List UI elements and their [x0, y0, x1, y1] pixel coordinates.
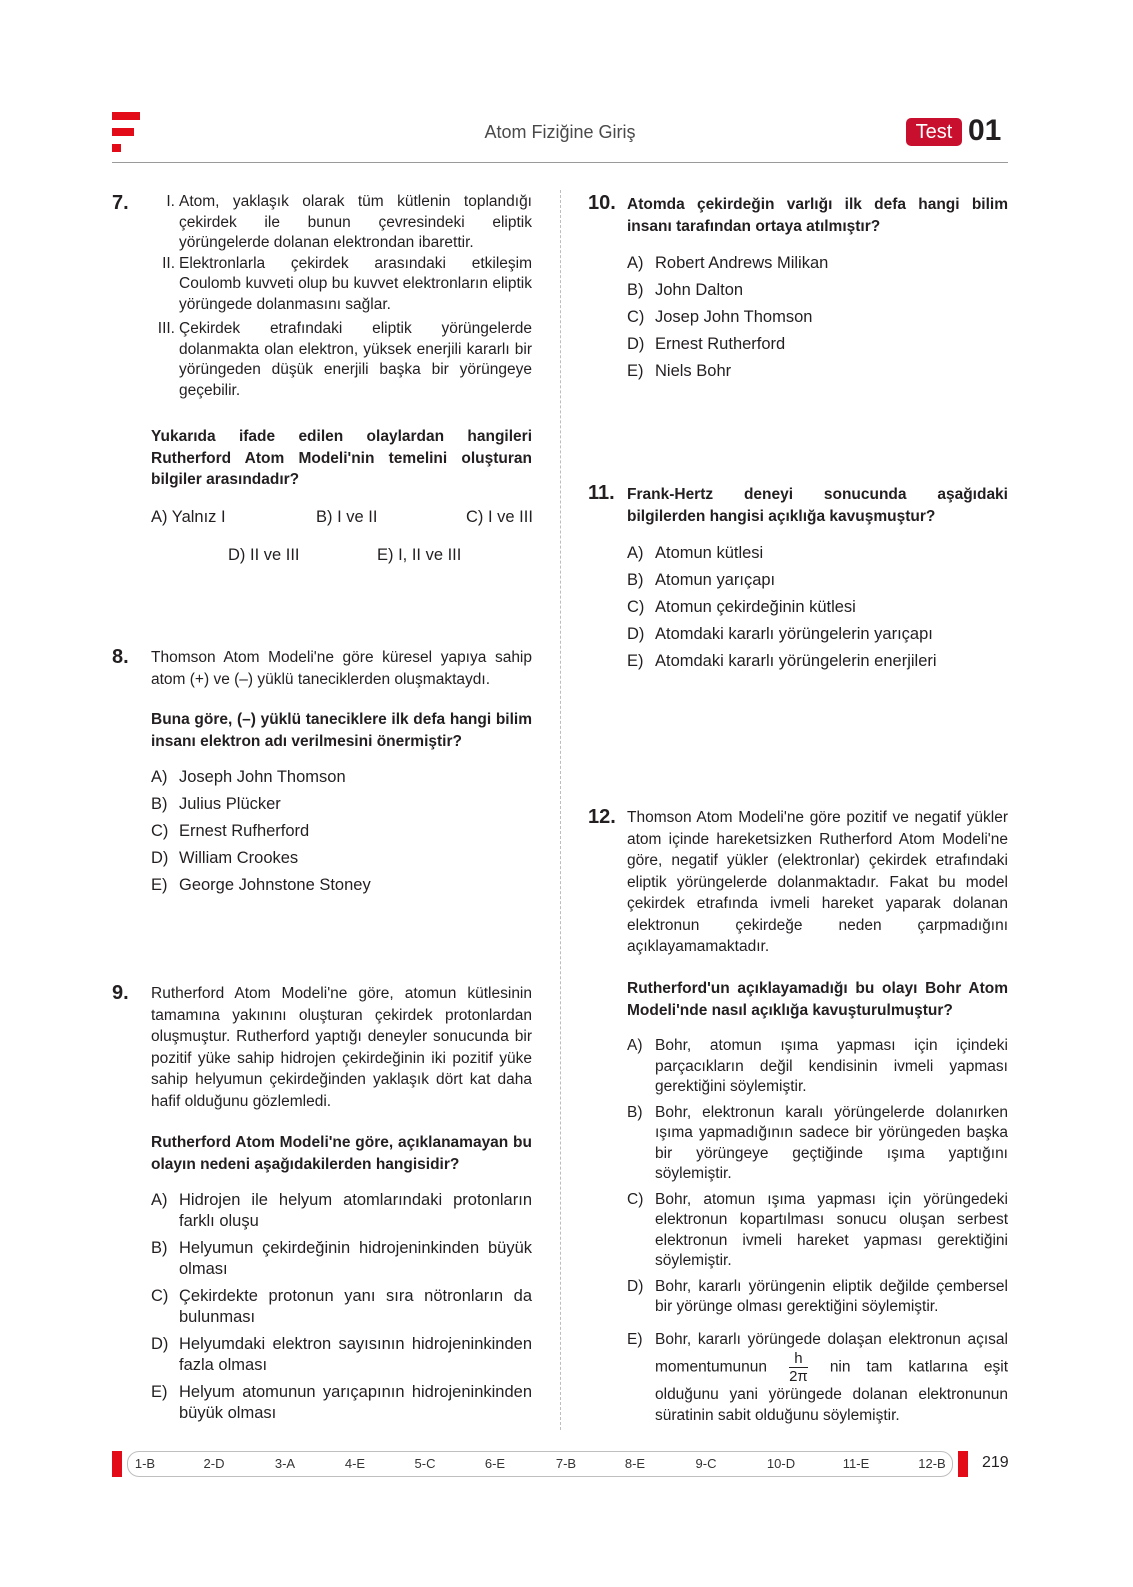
- question-8-text: Thomson Atom Modeli'ne göre küresel yapıya sahip atom (+) ve (–) yüklü taneciklerden oluşmaktaydı.: [151, 649, 532, 688]
- option-text: Atomdaki kararlı yörüngelerin yarıçapı: [655, 625, 933, 643]
- option-text: Çekirdekte protonun yanı sıra nötronların da bulunması: [179, 1287, 532, 1326]
- option-letter: A): [151, 768, 168, 786]
- statement-roman: I.: [166, 193, 175, 210]
- option-c[interactable]: [151, 818, 532, 845]
- page-title: Atom Fiziğine Giriş: [484, 122, 636, 142]
- option-letter: D): [151, 1335, 169, 1353]
- test-number: 01: [968, 114, 1002, 147]
- question-number-8: 8.: [112, 646, 129, 668]
- question-12-text: Thomson Atom Modeli'ne göre pozitif ve negatif yükler atom içinde hareketsizken Rutherford Atom Modeli'ne göre, negatif yükler (elektronlar) çekirdek etrafındaki eliptik yörüngelerde dolanmaktadır. Fakat bu model çekirdek etrafında ivmeli hareket yaparak dolanan elektronun çekirdeğe neden çarpmadığını açıklayamamaktadır.: [627, 809, 1008, 955]
- question-9-options: [151, 1190, 532, 1424]
- option-text: Atomun yarıçapı: [655, 571, 776, 589]
- answer-key-item: 8-E: [624, 1456, 646, 1471]
- question-11-options: [627, 540, 1008, 675]
- fraction-denominator: 2π: [789, 1368, 808, 1385]
- statement-1: [151, 192, 532, 254]
- option-text: Bohr, atomun ışıma yapması için yörüngedeki elektronun kopartılması sonucu oluşan serbest elektronun ivmeli hareket yapması gerektiğini söylemiştir.: [655, 1190, 1008, 1269]
- option-letter: B): [627, 571, 644, 589]
- option-text: Josep John Thomson: [655, 308, 813, 326]
- question-10-prompt: Atomda çekirdeğin varlığı ilk defa hangi bilim insanı tarafından ortaya atılmıştır?: [627, 196, 1008, 235]
- option-d[interactable]: [151, 1334, 532, 1376]
- option-text: Helyumdaki elektron sayısının hidrojeninkinden fazla olması: [179, 1335, 532, 1374]
- option-letter: C): [151, 822, 169, 840]
- option-letter: D): [627, 335, 645, 353]
- option-letter: E): [151, 1383, 168, 1401]
- question-number-9: 9.: [112, 982, 129, 1004]
- option-d[interactable]: [627, 1277, 1008, 1318]
- option-b[interactable]: [627, 567, 1008, 594]
- option-b[interactable]: [627, 1103, 1008, 1185]
- option-text: John Dalton: [655, 281, 744, 299]
- option-text: Atomun kütlesi: [655, 544, 764, 562]
- option-text: Niels Bohr: [655, 362, 732, 380]
- question-12-options: [627, 1036, 1008, 1426]
- header-divider: [112, 162, 1008, 163]
- option-text: Atomun çekirdeğinin kütlesi: [655, 598, 856, 616]
- question-7: [151, 192, 532, 401]
- option-d[interactable]: [627, 621, 1008, 648]
- option-a[interactable]: [627, 1036, 1008, 1098]
- option-text: Bohr, elektronun karalı yörüngelerde dolanırken ışıma yapmadığının sadece bir yörüngeden başka bir yörüngeye geçtiğinde ışıma yaptığını söylemiştir.: [655, 1103, 1008, 1182]
- option-text: Ernest Rufherford: [179, 822, 310, 840]
- option-e[interactable]: [627, 1330, 1008, 1427]
- option-letter: C): [627, 1190, 644, 1208]
- option-c[interactable]: [627, 594, 1008, 621]
- option-letter: A): [627, 254, 644, 272]
- option-e[interactable]: [151, 872, 532, 899]
- option-text: George Johnstone Stoney: [179, 876, 371, 894]
- option-text: Ernest Rutherford: [655, 335, 786, 353]
- option-c[interactable]: [627, 304, 1008, 331]
- question-number-10: 10.: [588, 192, 616, 214]
- option-text: Bohr, kararlı yörüngenin eliptik değilde çembersel bir yörünge olması gerektiğini söylemiştir.: [655, 1277, 1008, 1315]
- option-letter: D): [151, 849, 169, 867]
- answer-key-item: 6-E: [484, 1456, 506, 1471]
- option-text-continued: nin tam katlarına eşit: [829, 1358, 1009, 1376]
- question-number-11: 11.: [588, 482, 615, 504]
- option-text: Julius Plücker: [179, 795, 281, 813]
- answer-key-item: 3-A: [274, 1456, 296, 1471]
- statement-text: Çekirdek etrafındaki eliptik yörüngelerde dolanmakta olan elektron, yüksek enerjili kararlı bir yörüngeden düşük enerjili başka bir yörüngeye geçebilir.: [179, 320, 532, 399]
- question-10-options: [627, 250, 1008, 385]
- option-letter: A): [627, 1037, 643, 1054]
- option-b[interactable]: [627, 277, 1008, 304]
- test-badge: Test: [906, 118, 962, 146]
- option-a[interactable]: [151, 764, 532, 791]
- option-a[interactable]: [627, 250, 1008, 277]
- option-text: Bohr, kararlı yörüngede dolaşan elektronun açısal momentumunun: [655, 1330, 1008, 1376]
- option-text: Joseph John Thomson: [179, 768, 346, 786]
- answer-key-item: 5-C: [414, 1456, 436, 1471]
- answer-key-item: 1-B: [134, 1456, 156, 1471]
- option-letter: D): [627, 625, 645, 643]
- option-e[interactable]: [627, 648, 1008, 675]
- answer-key-item: 10-D: [766, 1456, 796, 1471]
- statement-3: [151, 319, 532, 401]
- option-c[interactable]: C) I ve III: [466, 508, 533, 526]
- statement-2: [151, 254, 532, 316]
- option-letter: D): [627, 1277, 644, 1295]
- statement-roman: III.: [157, 320, 175, 337]
- option-letter: E): [627, 362, 644, 380]
- option-e[interactable]: E) I, II ve III: [377, 546, 462, 564]
- question-9-prompt: Rutherford Atom Modeli'ne göre, açıklanamayan bu olayın nedeni aşağıdakilerden hangisidir?: [151, 1134, 532, 1173]
- option-a[interactable]: A) Yalnız I: [151, 508, 226, 526]
- option-text: Atomdaki kararlı yörüngelerin enerjileri: [655, 652, 937, 670]
- option-e[interactable]: [151, 1382, 532, 1424]
- question-12-prompt: Rutherford'un açıklayamadığı bu olayı Bohr Atom Modeli'nde nasıl açıklığa kavuşturulmuştur?: [627, 980, 1008, 1019]
- question-7-prompt: Yukarıda ifade edilen olaylardan hangileri Rutherford Atom Modeli'nin temelini oluşturan bilgiler arasındadır?: [151, 428, 532, 488]
- answer-key-item: 2-D: [203, 1456, 225, 1471]
- statement-text: Atom, yaklaşık olarak tüm kütlenin toplandığı çekirdek ile bunun çevresindeki eliptik yörüngelerde dolanan elektrondan ibarettir.: [179, 193, 532, 251]
- option-text: Bohr, atomun ışıma yapması için içindeki parçacıkların değil kendisinin ivmeli yapması gerektiğini söylemiştir.: [655, 1037, 1008, 1095]
- answer-key-item: 11-E: [842, 1456, 870, 1471]
- question-9-text: Rutherford Atom Modeli'ne göre, atomun kütlesinin tamamına yakınını oluşturan çekirdek protonlardan oluşmuştur. Rutherford yaptığı deneyler sonucunda bir pozitif yüke sahip hidrojen çekirdeğinin iki pozitif yüke sahip helyumun çekirdeğinden yaklaşık dört kat daha hafif olduğunu gözlemledi.: [151, 985, 532, 1110]
- option-b[interactable]: B) I ve II: [316, 508, 378, 526]
- option-a[interactable]: [627, 540, 1008, 567]
- question-8-options: [151, 764, 532, 899]
- option-text: Robert Andrews Milikan: [655, 254, 829, 272]
- answer-key-item: 4-E: [344, 1456, 366, 1471]
- option-letter: A): [151, 1191, 168, 1209]
- question-8-prompt: Buna göre, (–) yüklü taneciklere ilk defa hangi bilim insanı elektron adı verilmesini önermiştir?: [151, 711, 532, 750]
- option-letter: E): [151, 876, 168, 894]
- option-b[interactable]: [151, 1238, 532, 1280]
- option-letter: C): [627, 598, 645, 616]
- option-letter: C): [151, 1287, 169, 1305]
- option-letter: A): [627, 544, 644, 562]
- option-text: Helyum atomunun yarıçapının hidrojeninkinden büyük olması: [179, 1383, 532, 1422]
- option-e[interactable]: [627, 358, 1008, 385]
- option-c[interactable]: [627, 1190, 1008, 1272]
- answer-key-item: 9-C: [695, 1456, 717, 1471]
- option-letter: C): [627, 308, 645, 326]
- option-text-end: olduğunu yani yörüngede dolanan elektronunun süratinin sabit olduğunu söylemiştir.: [655, 1386, 1008, 1424]
- statement-text: Elektronlarla çekirdek arasındaki etkileşim Coulomb kuvveti olup bu kuvvet elektronların eliptik yörüngede dolanmasını sağlar.: [179, 254, 532, 313]
- option-letter: B): [151, 795, 168, 813]
- answer-key-item: 7-B: [555, 1456, 577, 1471]
- answer-key-item: 12-B: [918, 1456, 946, 1471]
- option-letter: E): [627, 652, 644, 670]
- option-d[interactable]: [627, 331, 1008, 358]
- question-number-12: 12.: [588, 806, 616, 828]
- option-a[interactable]: [151, 1190, 532, 1232]
- option-text: William Crookes: [179, 849, 299, 867]
- h-over-2pi-fraction: [789, 1350, 808, 1385]
- column-divider: [560, 190, 561, 1430]
- option-d[interactable]: [151, 845, 532, 872]
- option-c[interactable]: [151, 1286, 532, 1328]
- page-number: 219: [982, 1454, 1009, 1471]
- question-11-prompt: Frank-Hertz deneyi sonucunda aşağıdaki bilgilerden hangisi açıklığa kavuşmuştur?: [627, 486, 1008, 525]
- option-letter: B): [627, 281, 644, 299]
- option-letter: B): [627, 1103, 643, 1121]
- statement-roman: II.: [162, 254, 175, 272]
- option-d[interactable]: D) II ve III: [228, 546, 300, 564]
- fraction-numerator: h: [789, 1350, 808, 1368]
- option-letter: B): [151, 1239, 168, 1257]
- option-b[interactable]: [151, 791, 532, 818]
- option-text: Hidrojen ile helyum atomlarındaki protonların farklı oluşu: [179, 1191, 532, 1230]
- question-number-7: 7.: [112, 192, 129, 214]
- option-letter: E): [627, 1330, 643, 1348]
- option-text: Helyumun çekirdeğinin hidrojeninkinden büyük olması: [179, 1239, 532, 1278]
